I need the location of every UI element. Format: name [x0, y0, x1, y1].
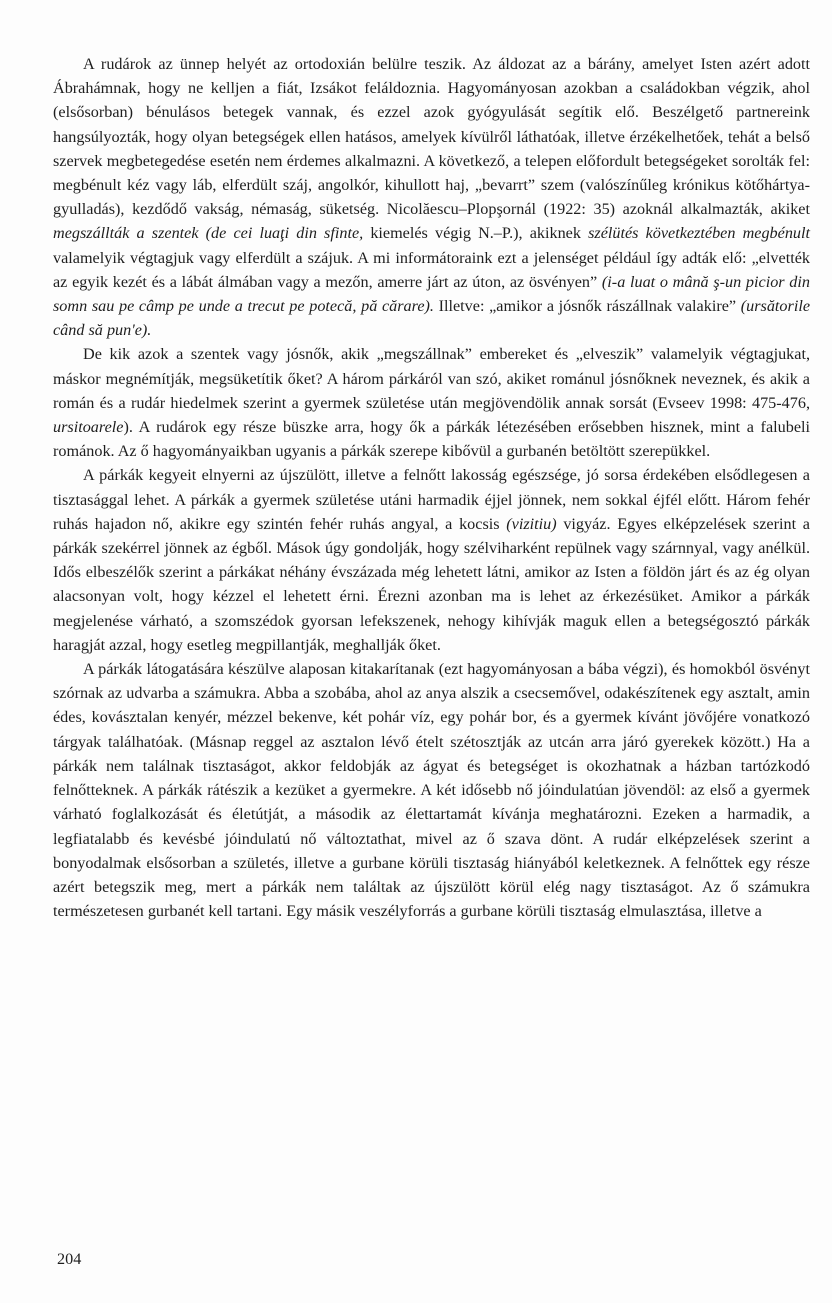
italic-text-run: szélütés következtében megbénult	[588, 224, 811, 243]
text-run: De kik azok a szentek vagy jósnők, akik „megszállnak” embereket és „elveszik” valamelyik végtagjukat, máskor megnémítják, megsüketítik őket? A három párkáról van szó, akiket románul jósnőknek neveznek, és akik a román és a rudár hiedelmek szerint a gyermek születése után megjövendölik annak sorsát (Evseev 1998: 475-476,	[53, 345, 810, 412]
text-run: A párkák kegyeit elnyerni az újszülött, illetve a felnőtt lakosság egészsége, jó sorsa érdekében elsődlegesen a tisztasággal lehet. A párkák a gyermek születése utáni harmadik éjjel jönnek, nem sokkal éjfél előtt. Három fehér ruhás hajadon nő, akikre egy szintén fehér ruhás angyal, a kocsis	[53, 466, 810, 533]
italic-text-run: ursitoarele	[53, 418, 124, 437]
italic-text-run: (i-a luat o mână ş-un picior din somn sau pe câmp pe unde a trecut pe potecă, pă cărare).	[53, 272, 810, 316]
italic-text-run: megszállták a szentek (de cei luaţi din sfinte,	[53, 224, 364, 243]
italic-text-run: (vizitiu)	[506, 514, 557, 533]
paragraph	[53, 52, 810, 342]
text-run: A rudárok az ünnep helyét az ortodoxián belülre teszik. Az áldozat az a bárány, amelyet Isten azért adott Ábrahámnak, hogy ne kelljen a fiát, Izsákot feláldoznia. Hagyományosan azokban a családokban végzik, ahol (elsősorban) bénulásos betegek vannak, és ezzel azok gyógyulását segítik elő. Beszélgető partnereink hangsúlyozták, hogy olyan betegségek ellen hatásos, amelyek kívülről láthatóak, illetve érzékelhetőek, tehát a belső szervek megbetegedése esetén nem érdemes alkalmazni. A következő, a telepen előfordult betegségeket sorolták fel: megbénult kéz vagy láb, elferdült száj, angolkór, kihullott haj, „bevarrt” szem (valószínűleg krónikus kötőhártya-gyulladás), kezdődő vakság, némaság, süketség. Nicolăescu–Plopşornál (1922: 35) azoknál alkalmazták, akiket	[53, 55, 810, 219]
body-text	[53, 52, 810, 923]
text-run: vigyáz. Egyes elképzelések szerint a párkák szekérrel jönnek az égből. Mások úgy gondolják, hogy szélviharként repülnek vagy szárnnyal, vagy anélkül. Idős elbeszélők szerint a párkákat néhány évszázada még lehetett látni, amikor az Isten a földön járt és az ég olyan alacsonyan volt, hogy kézzel el lehetett érni. Érezni azonban ma is lehet az érkezésüket. Amikor a párkák megjelenése várható, a szomszédok gyorsan lefekszenek, nehogy kihívják maguk ellen a betegségosztó párkák haragját azzal, hogy esetleg megpillantják, meghallják őket.	[53, 514, 810, 654]
page-number: 204	[57, 1250, 82, 1268]
paragraph	[53, 657, 810, 923]
paragraph	[53, 463, 810, 657]
text-run: A párkák látogatására készülve alaposan kitakarítanak (ezt hagyományosan a bába végzi), és homokból ösvényt szórnak az udvarba a számukra. Abba a szobába, ahol az anya alszik a csecsemővel, odakészítenek egy asztalt, amin édes, kovásztalan kenyér, mézzel bekenve, két pohár víz, egy pohár bor, és a gyermek kívánt jövőjére vonatkozó tárgyak találhatóak. (Másnap reggel az asztalon lévő ételt szétosztják az utcán arra járó gyerekek között.) Ha a párkák nem találnak tisztaságot, akkor feldobják az ágyat és betegséget is okozhatnak a házban tartózkodó felnőtteknek. A párkák rátészik a kezüket a gyermekre. A két idősebb nő jóindulatúan jövendöl: az első a gyermek várható foglalkozását és életútját, a második az élettartamát kívánja meghatározni. Ezeken a harmadik, a legfiatalabb és kevésbé jóindulatú nő változtathat, mivel az ő szava dönt. A rudár elképzelések szerint a bonyodalmak elsősorban a születés, illetve a gurbane körüli tisztaság hiányából keletkeznek. A felnőttek egy része azért betegszik meg, mert a párkák nem találtak az újszülött körül elég nagy tisztaságot. Az ő számukra természetesen gurbanét kell tartani. Egy másik veszélyforrás a gurbane körüli tisztaság elmulasztása, illetve a	[53, 660, 810, 921]
text-run: valamelyik végtagjuk vagy elferdült a szájuk. A mi informátoraink ezt a jelenséget például így adták elő: „elvették az egyik kezét és a lábát álmában vagy a mezőn, amerre járt az úton, az ösvényen”	[53, 248, 810, 291]
paragraph	[53, 342, 810, 463]
text-run: Illetve: „amikor a jósnők rászállnak valakire”	[433, 297, 741, 316]
text-run: ). A rudárok egy része büszke arra, hogy ők a párkák létezésében erősebben hisznek, mint a falubeli románok. Az ő hagyományaikban ugyanis a párkák szerepe kibővül a gurbanén betöltött szerepükkel.	[53, 418, 810, 461]
text-run: kiemelés végig N.–P.), akiknek	[363, 224, 589, 243]
italic-text-run: (ursătorile când să pun'e).	[53, 297, 810, 340]
